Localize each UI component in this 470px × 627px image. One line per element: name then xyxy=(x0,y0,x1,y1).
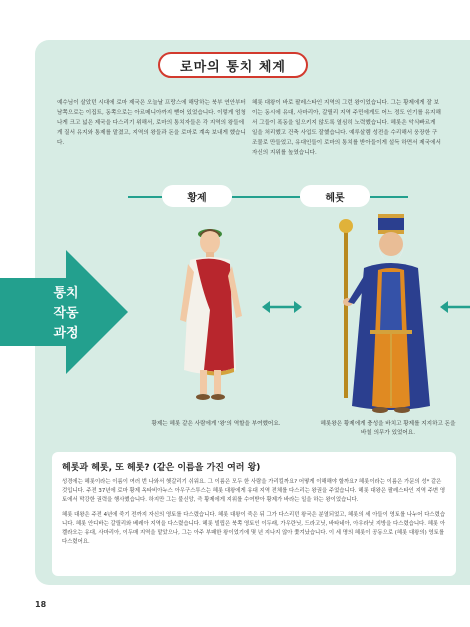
connector-line-right xyxy=(370,196,408,198)
side-label-line1: 통치 xyxy=(53,286,79,301)
info-box-title: 헤롯과 헤롯, 또 헤롯? (같은 이름을 가진 여러 왕) xyxy=(62,463,261,473)
info-box-paragraph-1: 성경에는 헤롯이라는 이름이 여러 번 나와서 헷갈리기 쉬워요. 그 이름은 모두 한 사람을 가리킬까요? 어떻게 이해해야 할까요? 헤롯이라는 이름은 가문의 성* 같은 것입니다. 주전 37년에 로마 황제 옥타비아누스 아우구스투스는 헤롯 대왕에게 유대 지역 전체를 다스리는 왕권을 주었습니다. 헤롯 대왕은 팔레스타인 지역 주변 영토에서 막강한 권력을 행사했습니다. 하지만 그는 불신앙, 즉 황제에게 지위를 수여받아 황제가 바라는 일을 하는 왕이었습니다. xyxy=(62,479,446,503)
emperor-label: 황제 xyxy=(162,185,232,207)
connector-line-left xyxy=(128,196,162,198)
emperor-caption: 황제는 헤롯 같은 사람에게 '왕'의 역할을 부여했어요. xyxy=(151,421,281,427)
page-title: 로마의 통치 체계 xyxy=(158,52,308,78)
double-arrow-icon xyxy=(262,300,302,314)
double-arrow-right-icon xyxy=(440,300,470,314)
info-box-paragraph-2: 헤롯 대왕은 주전 4년에 죽기 전까지 자신의 영토를 다스렸습니다. 헤롯 대왕이 죽은 뒤 그가 다스리던 왕국은 분열되었고, 헤롯의 세 아들이 영토를 나누어 다스렸습니다. 헤롯 안디바는 갈릴리와 베레아 지역을 다스렸습니다. 헤롯 빌립은 북쪽 영토인 이두래, 가우란닛, 드라고닛, 바타네아, 아우라닛 지방을 다스렸습니다. 헤롯 아켈라오는 유대, 사마리아, 이두매 지역을 맡았으나, 그는 아주 부패한 왕이었기에 몇 년 지나지 않아 쫓겨났습니다. 이 세 명의 헤롯이 공동으로 (헤롯 대왕의) 영토를 다스렸어요. xyxy=(62,512,446,545)
emperor-illustration xyxy=(170,220,250,405)
herod-illustration xyxy=(330,210,440,418)
intro-paragraph-left: 예수님이 살았던 시대에 로마 제국은 오늘날 프랑스에 해당하는 북부 연안부터 남쪽으로는 이집트, 동쪽으로는 아르메니아까지 뻗어 있었습니다. 이렇게 엄청나게 크고 넓은 제국을 다스리기 위해서, 로마의 통치자들은 각 지역의 왕들에게 질서 유지와 통제를 맡겼고, 지역의 왕들과 돈을 로마로 계속 보내게 했습니다. xyxy=(57,100,246,146)
herod-caption: 헤롯왕은 황제에게 충성을 바치고 황제를 지지하고 돈을 바칠 의무가 있었어요. xyxy=(320,421,456,436)
connector-line-middle xyxy=(232,196,300,198)
side-label-line2: 작동 xyxy=(53,306,79,321)
side-label-line3: 과정 xyxy=(53,326,79,341)
info-box xyxy=(52,452,456,576)
governance-process-label xyxy=(36,284,96,344)
intro-paragraph-right: 헤롯 대왕이 바로 팔레스타인 지역의 그런 왕이었습니다. 그는 황제에게 잘 보이는 동시에 유대, 사마리아, 갈릴리 지역 주민에게도 어느 정도 인기를 유지해서 그들이 폭동을 일으키지 않도록 열심히 노력했습니다. 헤롯은 악식빠르게 일을 처리했고 건축 사업도 잘했습니다. 예루살렘 성전을 수리해서 웅장한 구조물로 만들었고, 유대인들이 로마의 통치를 받아들이게 설득 하면서 제국에서 자신의 지위를 높였습니다. xyxy=(252,100,441,156)
page-number: 18 xyxy=(35,600,47,609)
herod-label: 헤롯 xyxy=(300,185,370,207)
